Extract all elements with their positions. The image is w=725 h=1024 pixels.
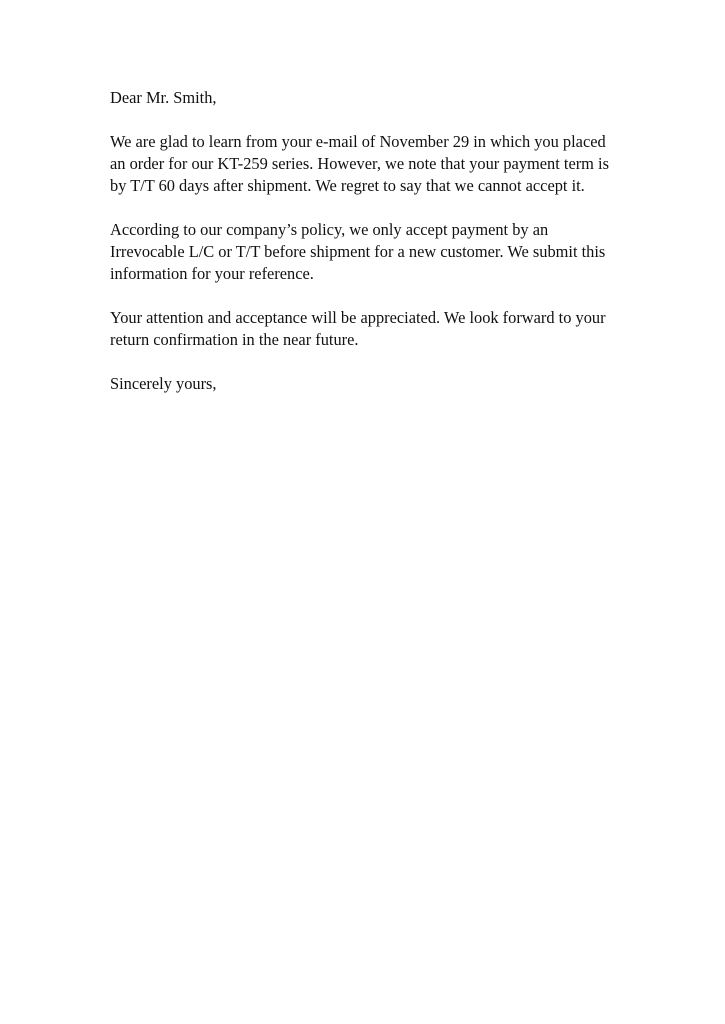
letter-body (110, 87, 615, 395)
closing: Sincerely yours, (110, 374, 217, 393)
paragraph-payment-policy: According to our company’s policy, we only accept payment by an Irrevocable L/C or T/T before shipment for a new customer. We submit this information for your reference. (110, 220, 606, 283)
paragraph-order-response: We are glad to learn from your e-mail of November 29 in which you placed an order for our KT-259 series. However, we note that your payment term is by T/T 60 days after shipment. We regret to say that we cannot accept it. (110, 132, 609, 195)
paragraph-request-confirmation: Your attention and acceptance will be appreciated. We look forward to your return confirmation in the near future. (110, 308, 606, 349)
salutation: Dear Mr. Smith, (110, 88, 217, 107)
